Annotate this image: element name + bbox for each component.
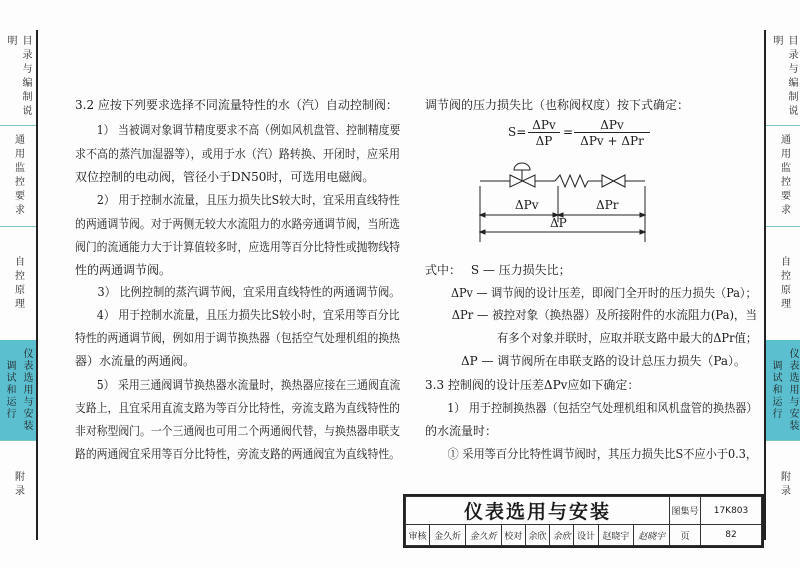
text-line: 路的两通阀宜采用等百分比特性，旁流支路的两通阀宜为直线特性。: [75, 447, 401, 461]
text-line: 4） 用于控制水流量，且压力损失比S较小时，宜采用等百分比: [75, 308, 400, 322]
text-line: 器）水流量的两通阀。: [75, 354, 196, 368]
sidebar-section-instruments[interactable]: 调试和运行 仪表选用与安装: [0, 340, 36, 441]
dp-label: ΔP: [550, 216, 567, 230]
text-line: 阀门的流通能力大于计算值较多时，应选用等百分比特性或抛物线特: [75, 240, 401, 254]
valve-pressure-diagram: [470, 160, 650, 250]
drawing-page: 目录与编制说明 通用监控要求 自控原理 调试和运行 仪表选用与安装 附录 目录与编制说明 通用监控要求 自控原理 调试和运行 仪表选用与安装 附录 3.2 应按下列要求选择不同流量特性的水（汽）自动控制阀： 1） 当被调对象调节精度要求不高（例如风机盘管、控制精度要 求不高的蒸汽加湿器等），或用于水（汽）路转换、开闭时，应采用 双位控制的电动阀，管径小于DN50时，可选用电磁阀。 2） 用于控制水流量，且压力损失比S较大时，宜采用直线特性 的两通调节阀。对于两侧无较大水流阻力的水路旁通调节阀，当所选 阀门的流通能力大于计算值较多时，应选用等百分比特性或抛物线特 性的两通调节阀。 3） 比例控制的蒸汽调节阀，宜采用直线特性的两通调节阀。 4） 用于控制水流量，且压力损失比S较小时，宜采用等百分比 特性的两通调节阀，例如用于调节换热器（包括空气处理机组的换热 器）水流量的两通阀。 5） 采用三通阀调节换热器水流量时，换热器应接在三通阀直流 支路上，且宜采用直流支路为等百分比特性，旁流支路为直线特性的 非对称型阀门。一个三通阀也可用二个两通阀代替，与换热器串联支 路的两通阀宜采用等百分比特性，旁流支路的两通阀宜为直线特性。 调节阀的压力损失比（也称阀权度）按下式确定： S= ΔPv ΔP = ΔPv ΔPv + ΔPr ΔPv ΔPr ΔP 式中： S — 压力损失比； ΔPv — 调节阀的设计压差，即阀门全开时的压力损失（Pa）； ΔPr — 被控对象（换热器）及所接附件的水流阻力(Pa)，当 有多个对象并联时，应取并联支路中最大的ΔPr值； ΔP — 调节阀所在串联支路的设计总压力损失（Pa）。 3.3 控制阀的设计压差ΔPv应如下确定： 1） 用于控制换热器（包括空气处理机组和风机盘管的换热器） 的水流量时： ① 采用等百分比特性调节阀时，其压力损失比S不应小于0.3， 仪表选用与安装 图集号 17K803 审核 金久炘 金久炘 校对 余欣 余欣 设计 赵晓宇 赵晓宇 页 82: [0, 0, 800, 568]
sidebar-section-instruments[interactable]: 调试和运行 仪表选用与安装: [766, 340, 800, 441]
text-line: 有多个对象并联时，应取并联支路中最大的ΔPr值；: [425, 331, 758, 345]
title-block: 仪表选用与安装 图集号 17K803 审核 金久炘 金久炘 校对 余欣 余欣 设计 赵晓宇 赵晓宇 页 82: [403, 494, 764, 548]
text-line: 3.2 应按下列要求选择不同流量特性的水（汽）自动控制阀：: [75, 98, 398, 112]
text-line: 3.3 控制阀的设计压差ΔPv应如下确定：: [425, 378, 640, 392]
text-line: 双位控制的电动阀，管径小于DN50时，可选用电磁阀。: [75, 170, 375, 184]
formula-intro: 调节阀的压力损失比（也称阀权度）按下式确定：: [425, 98, 690, 112]
atlas-number: 17K803: [701, 497, 762, 525]
sidebar-section-appendix[interactable]: 附录: [12, 471, 24, 499]
sidebar-section-principle[interactable]: 自控原理: [12, 255, 24, 312]
sidebar-section-contents[interactable]: 目录与编制说明: [766, 35, 800, 126]
text-line: 求不高的蒸汽加湿器等），或用于水（汽）路转换、开闭时，应采用: [75, 147, 401, 161]
sidebar-section-contents[interactable]: 目录与编制说明: [0, 35, 36, 126]
resistance-icon: [555, 175, 588, 187]
sidebar-section-appendix[interactable]: 附录: [778, 471, 790, 499]
left-sidebar: [0, 30, 38, 540]
text-line: 1） 用于控制换热器（包括空气处理机组和风机盘管的换热器）: [425, 401, 758, 415]
checker-signature: 余欣: [550, 525, 574, 546]
text-line: 5） 采用三通阀调节换热器水流量时，换热器应接在三通阀直流: [75, 378, 401, 392]
text-line: 特性的两通调节阀，例如用于调节换热器（包括空气处理机组的换热: [75, 331, 401, 345]
text-line: ① 采用等百分比特性调节阀时，其压力损失比S不应小于0.3，: [425, 447, 758, 461]
dpr-label: ΔPr: [596, 198, 619, 212]
drawing-title: 仪表选用与安装: [406, 497, 670, 525]
text-line: ΔP — 调节阀所在串联支路的设计总压力损失（Pa）。: [425, 354, 747, 368]
text-line: 式中： S — 压力损失比；: [425, 263, 571, 277]
dpv-label: ΔPv: [515, 198, 539, 212]
text-line: 支路上，且宜采用直流支路为等百分比特性，旁流支路为直线特性的: [75, 401, 401, 415]
designer-signature: 赵晓宇: [634, 525, 670, 546]
sidebar-section-general[interactable]: 通用监控要求: [766, 126, 800, 227]
page-number: 82: [701, 525, 762, 546]
text-line: 1） 当被调对象调节精度要求不高（例如风机盘管、控制精度要: [75, 123, 401, 137]
text-line: 的两通调节阀。对于两侧无较大水流阻力的水路旁通调节阀，当所选: [75, 217, 401, 231]
reviewer-signature: 金久炘: [465, 525, 501, 546]
gate-valve-icon: [602, 175, 625, 187]
text-line: 的水流量时：: [425, 424, 498, 438]
text-line: ΔPv — 调节阀的设计压差，即阀门全开时的压力损失（Pa）；: [425, 286, 757, 300]
text-line: 2） 用于控制水流量，且压力损失比S较大时，宜采用直线特性: [75, 193, 400, 207]
text-line: 3） 比例控制的蒸汽调节阀，宜采用直线特性的两通调节阀。: [75, 285, 401, 299]
text-line: 性的两通调节阀。: [75, 263, 172, 277]
sidebar-section-principle[interactable]: 自控原理: [778, 255, 790, 312]
text-line: 非对称型阀门。一个三通阀也可用二个两通阀代替，与换热器串联支: [75, 424, 401, 438]
text-line: ΔPr — 被控对象（换热器）及所接附件的水流阻力(Pa)，当: [425, 308, 757, 322]
sidebar-section-general[interactable]: 通用监控要求: [0, 126, 36, 227]
right-sidebar: [764, 30, 800, 540]
